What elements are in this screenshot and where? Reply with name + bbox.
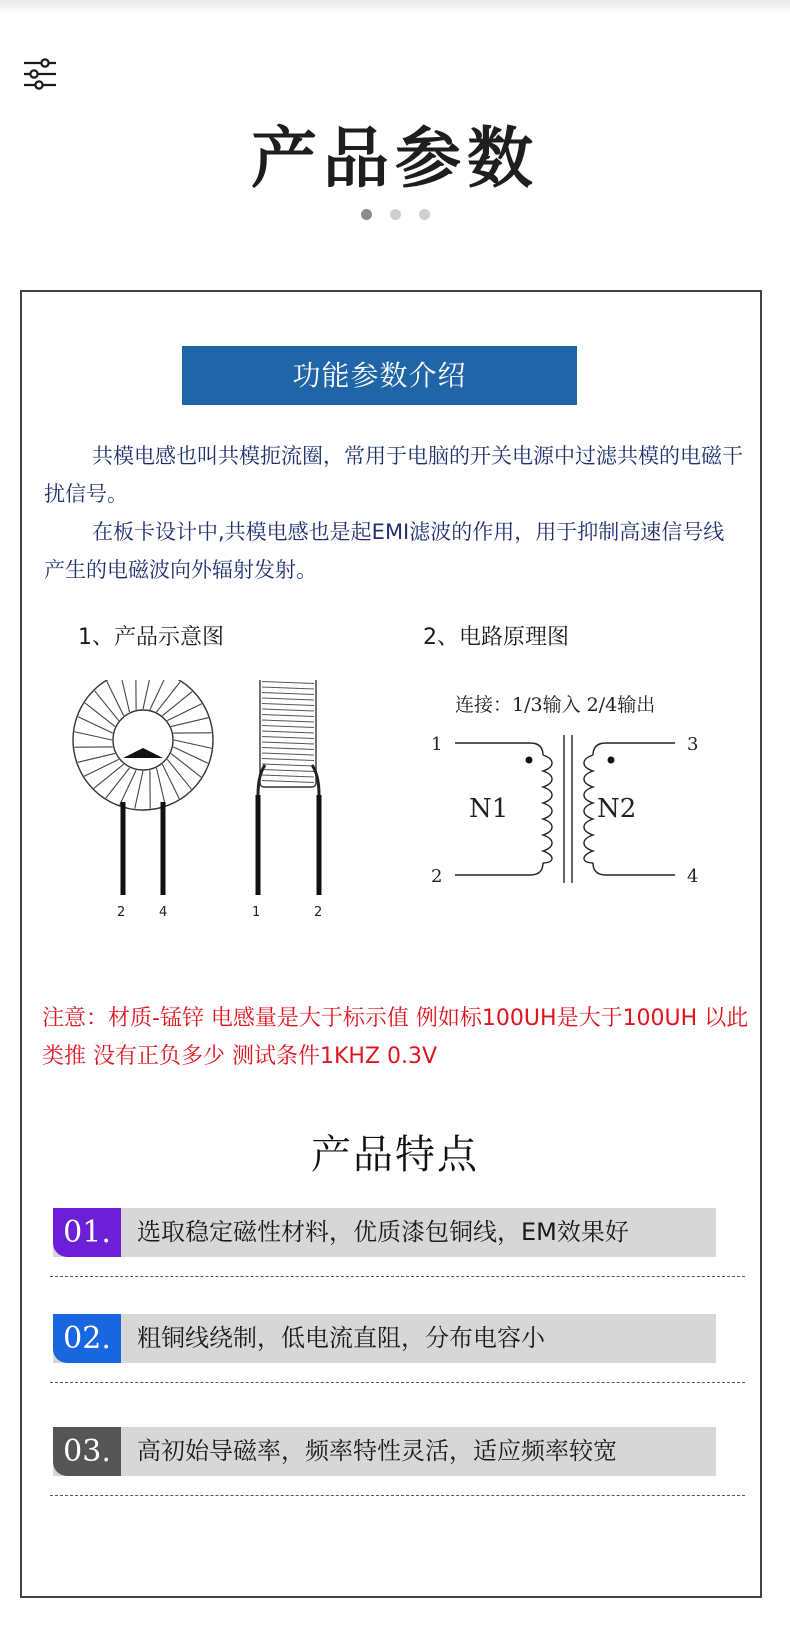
feature-number: 01. xyxy=(53,1208,121,1257)
function-intro-banner: 功能参数介绍 xyxy=(182,346,577,405)
pin-label: 2 xyxy=(431,866,443,887)
coil-label: N2 xyxy=(597,794,637,824)
feature-number: 02. xyxy=(53,1314,121,1363)
circuit-schematic xyxy=(425,715,725,915)
intro-paragraph: 在板卡设计中,共模电感也是起EMI滤波的作用，用于抑制高速信号线产生的电磁波向外辐射发射。 xyxy=(44,520,725,582)
pin-label: 2 xyxy=(117,905,126,920)
carousel-dot[interactable] xyxy=(419,209,430,220)
feature-item xyxy=(53,1427,716,1476)
feature-text: 选取稳定磁性材料，优质漆包铜线，EM效果好 xyxy=(137,1218,629,1246)
feature-text: 粗铜线绕制，低电流直阻，分布电容小 xyxy=(137,1324,545,1352)
coil-label: N1 xyxy=(469,794,509,824)
pin-label: 2 xyxy=(314,905,323,920)
toroid-inductor-illustration xyxy=(60,680,360,950)
divider xyxy=(50,1276,745,1277)
feature-number: 03. xyxy=(53,1427,121,1476)
pin-label: 1 xyxy=(252,905,261,920)
circuit-caption: 连接：1/3输入 2/4输出 xyxy=(455,694,656,716)
intro-text xyxy=(44,437,744,589)
carousel-dot[interactable] xyxy=(390,209,401,220)
top-shadow xyxy=(0,0,790,14)
pin-label: 4 xyxy=(687,866,699,887)
product-diagram-label: 1、产品示意图 xyxy=(78,625,224,650)
note-text: 注意：材质-锰锌 电感量是大于标示值 例如标100UH是大于100UH 以此类推 没有正负多少 测试条件1KHZ 0.3V xyxy=(42,1006,749,1069)
intro-paragraph: 共模电感也叫共模扼流圈，常用于电脑的开关电源中过滤共模的电磁干扰信号。 xyxy=(44,444,743,506)
divider xyxy=(50,1495,745,1496)
carousel-dot[interactable] xyxy=(361,209,372,220)
carousel-dots xyxy=(0,205,790,224)
pin-label: 4 xyxy=(159,905,168,920)
pin-label: 3 xyxy=(687,734,699,755)
features-title: 产品特点 xyxy=(311,1132,479,1178)
page-title: 产品参数 xyxy=(251,120,539,197)
divider xyxy=(50,1382,745,1383)
pin-label: 1 xyxy=(431,734,443,755)
feature-text: 高初始导磁率，频率特性灵活，适应频率较宽 xyxy=(137,1437,617,1465)
feature-item xyxy=(53,1208,716,1257)
sliders-filter-icon[interactable] xyxy=(22,56,58,92)
feature-item xyxy=(53,1314,716,1363)
circuit-diagram-label: 2、电路原理图 xyxy=(423,625,569,650)
